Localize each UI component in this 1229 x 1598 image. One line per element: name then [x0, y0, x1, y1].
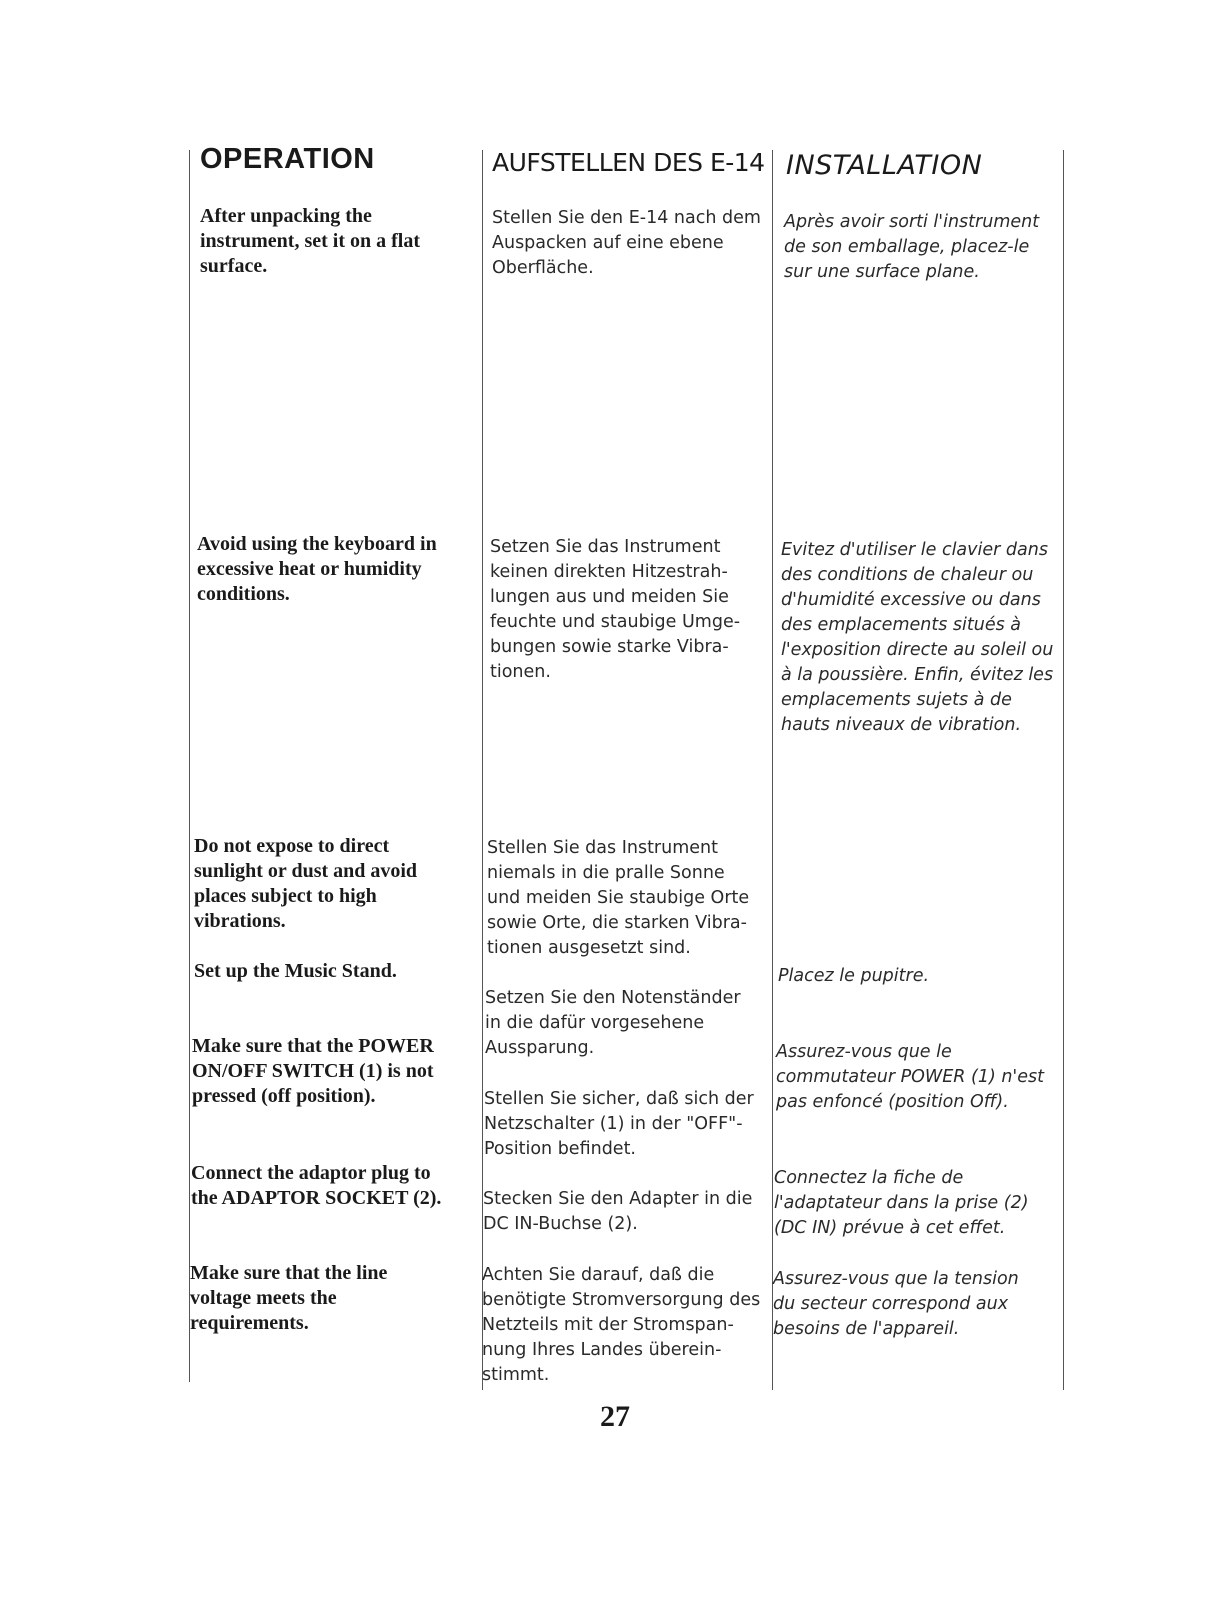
- english-paragraph: Set up the Music Stand.: [194, 960, 397, 982]
- german-paragraph: Stecken Sie den Adapter in die DC IN-Buchse (2).: [483, 1189, 753, 1234]
- english-paragraph: Make sure that the POWER ON/OFF SWITCH (1) is not pressed (off position).: [192, 1035, 434, 1107]
- column-rule-right: [1063, 150, 1064, 1390]
- english-paragraph: Make sure that the line voltage meets the requirements.: [190, 1262, 388, 1334]
- german-paragraph: Stellen Sie sicher, daß sich der Netzschalter (1) in der "OFF"-Position befindet.: [484, 1089, 754, 1159]
- french-paragraph: Assurez-vous que la tension du secteur correspond aux besoins de l'appareil.: [773, 1269, 1019, 1339]
- heading-german: AUFSTELLEN DES E-14: [492, 148, 765, 177]
- french-paragraph: Connectez la fiche de l'adaptateur dans la prise (2) (DC IN) prévue à cet effet.: [774, 1168, 1029, 1238]
- french-paragraph: Evitez d'utiliser le clavier dans des conditions de chaleur ou d'humidité excessive ou dans des emplacements situés à l'exposition directe au soleil ou à la poussière. Enfin, évitez les emplacements sujets à de hauts niveaux de vibration.: [781, 540, 1054, 735]
- english-paragraph: After unpacking the instrument, set it on a flat surface.: [200, 205, 420, 277]
- column-rule-mid-right: [772, 150, 773, 1390]
- german-paragraph: Stellen Sie das Instrument niemals in die pralle Sonne und meiden Sie staubige Orte sowie Orte, die starken Vibra-tionen ausgesetzt sind.: [487, 838, 750, 958]
- english-paragraph: Do not expose to direct sunlight or dust and avoid places subject to high vibrations.: [194, 835, 418, 932]
- german-paragraph: Stellen Sie den E-14 nach dem Auspacken auf eine ebene Oberfläche.: [492, 208, 761, 278]
- german-paragraph: Setzen Sie das Instrument keinen direkten Hitzestrah-lungen aus und meiden Sie feuchte und staubige Umge-bungen sowie starke Vibra-tionen.: [490, 537, 741, 682]
- french-paragraph: Assurez-vous que le commutateur POWER (1) n'est pas enfoncé (position Off).: [776, 1042, 1044, 1112]
- english-paragraph: Avoid using the keyboard in excessive heat or humidity conditions.: [197, 533, 437, 605]
- german-paragraph: Setzen Sie den Notenständer in die dafür vorgesehene Aussparung.: [485, 988, 741, 1058]
- french-paragraph: Placez le pupitre.: [778, 966, 930, 986]
- english-paragraph: Connect the adaptor plug to the ADAPTOR SOCKET (2).: [191, 1162, 442, 1209]
- heading-english: OPERATION: [200, 143, 375, 175]
- french-paragraph: Après avoir sorti l'instrument de son emballage, placez-le sur une surface plane.: [784, 212, 1040, 282]
- heading-french: INSTALLATION: [786, 150, 983, 181]
- german-paragraph: Achten Sie darauf, daß die benötigte Stromversorgung des Netzteils mit der Stromspan-nung Ihres Landes überein-stimmt.: [482, 1265, 761, 1385]
- page-number: 27: [600, 1400, 630, 1433]
- column-rule-left: [189, 150, 190, 1382]
